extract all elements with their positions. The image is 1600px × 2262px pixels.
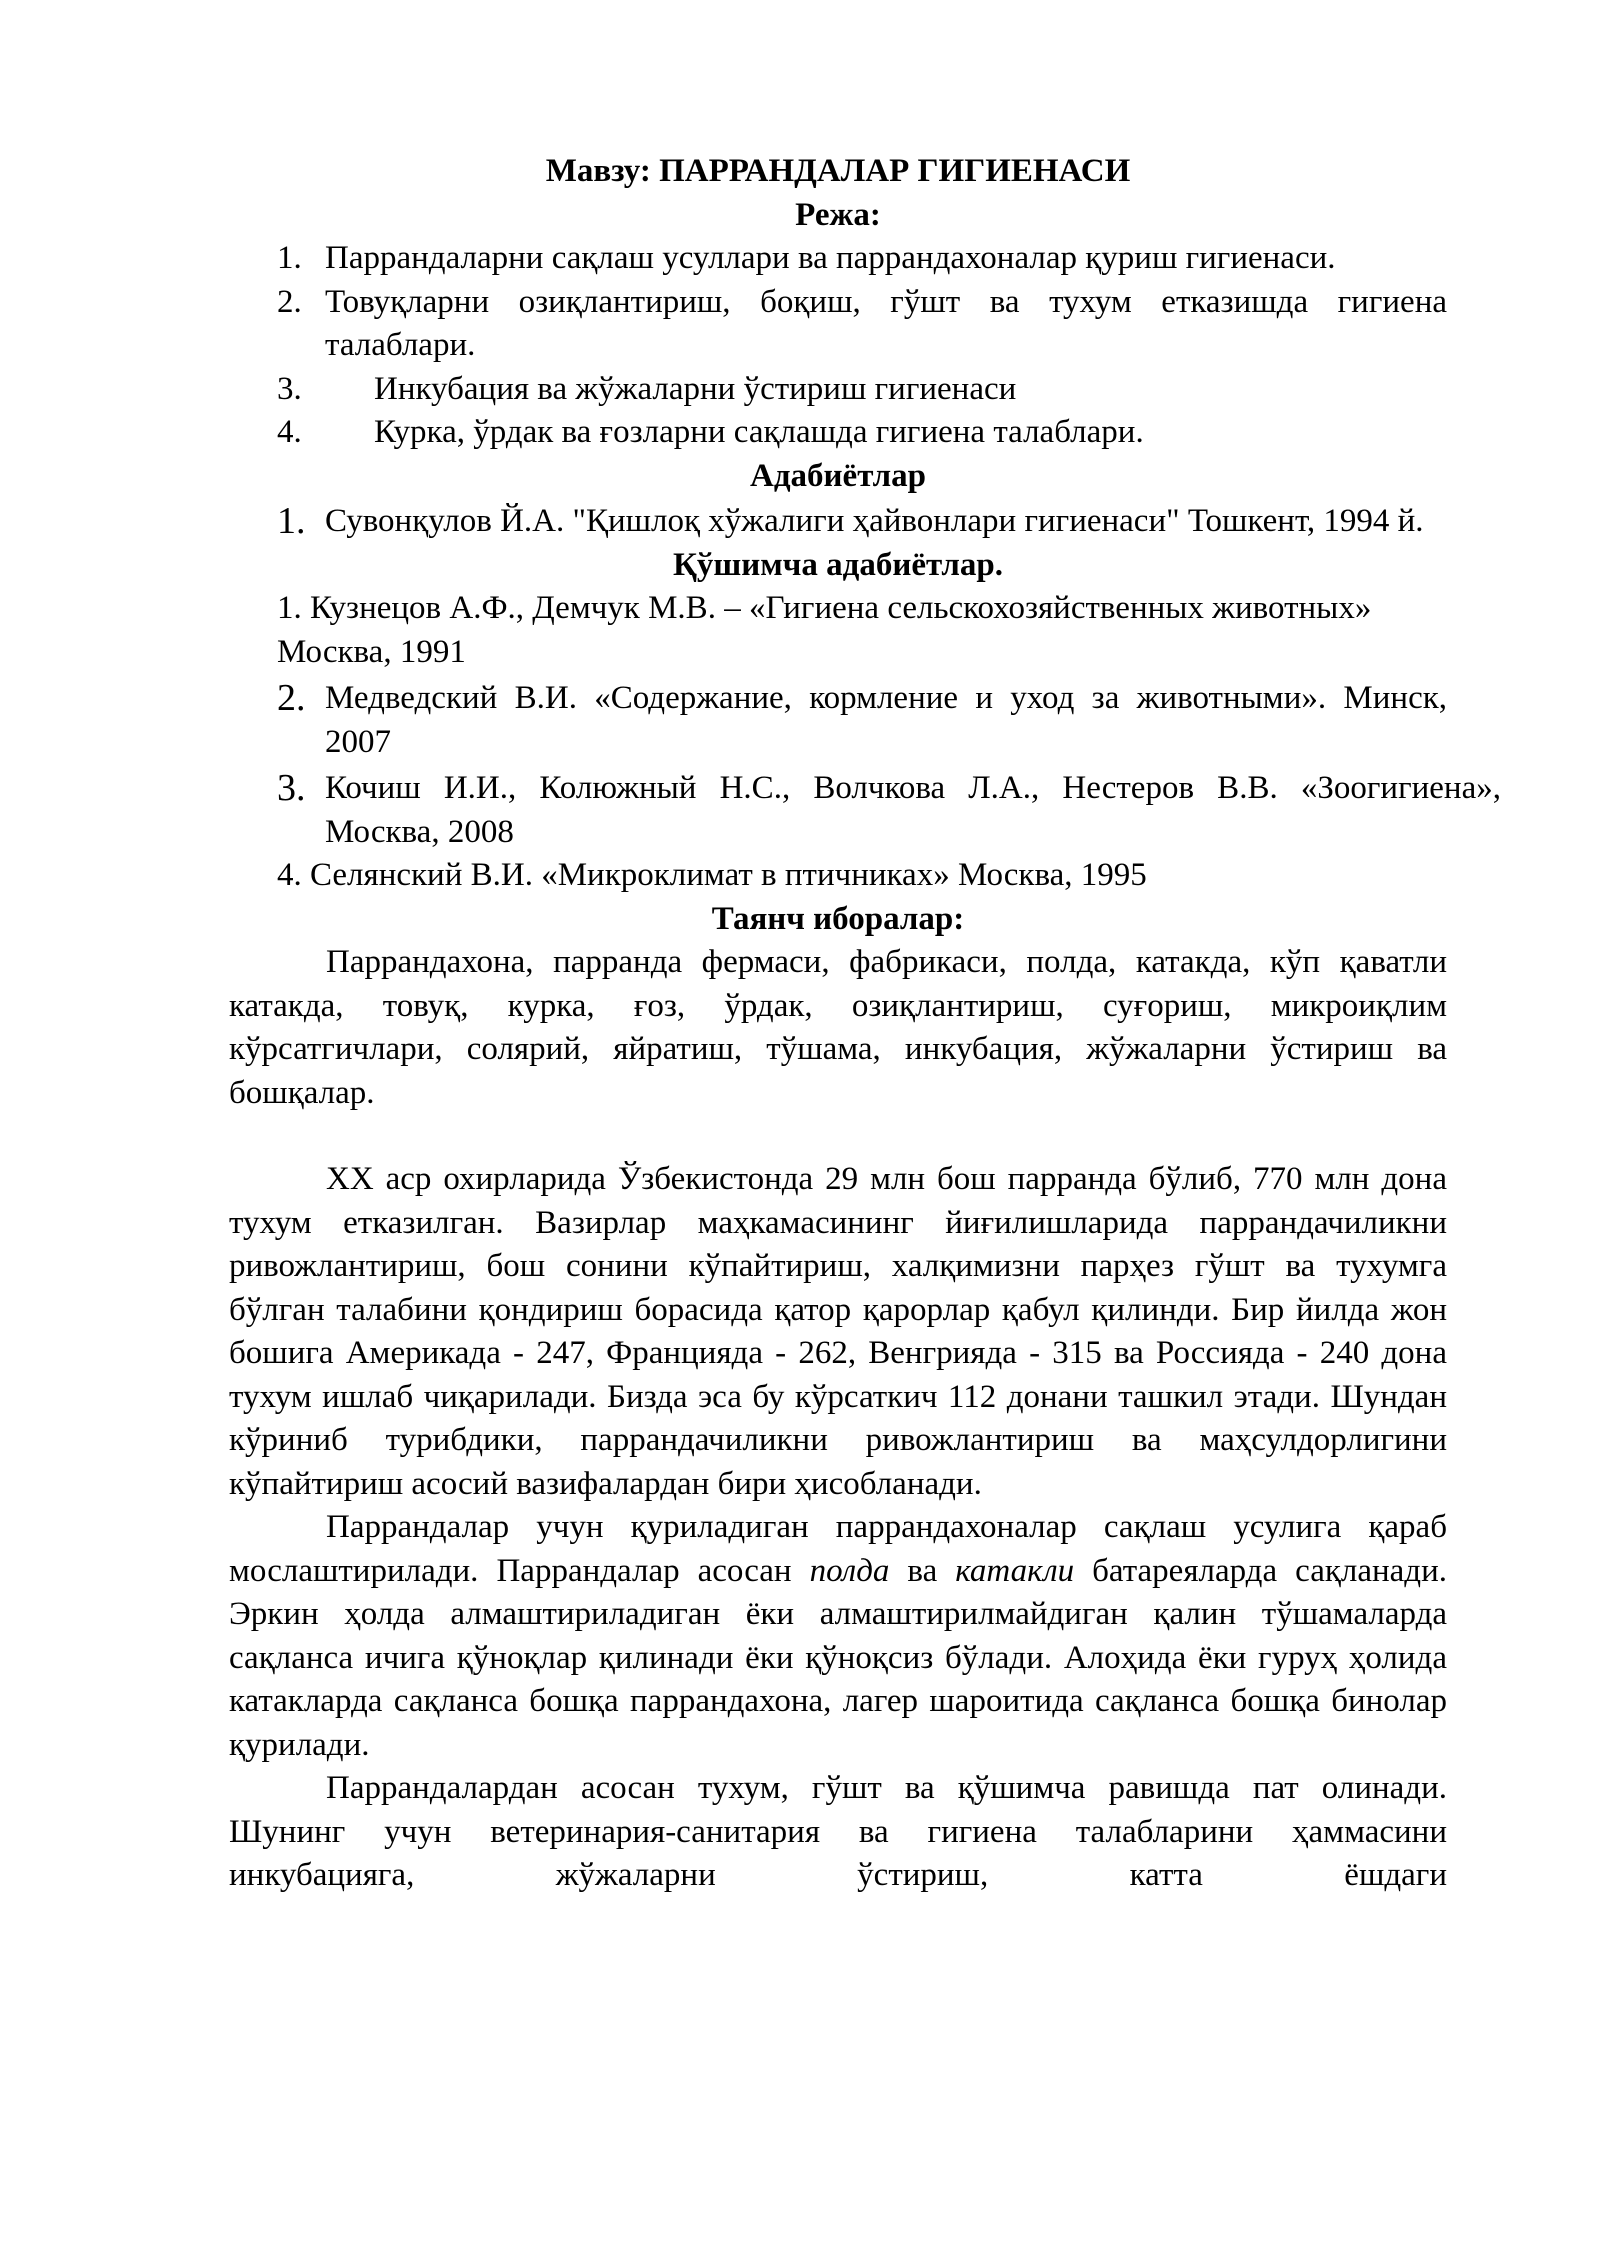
plan-heading: Режа: — [795, 196, 881, 233]
additional-literature-item — [229, 767, 1501, 854]
plan-item-text: Инкубация ва жўжаларни ўстириш гигиенаси — [374, 370, 1017, 407]
plan-list — [229, 237, 1447, 455]
additional-literature-item-number: 4. — [277, 857, 302, 893]
paragraph-text: Паррандалар учун қуриладиган паррандахоналар сақлаш усулига қараб мослаштирилади. Паррандалар асосан — [229, 1509, 1447, 1589]
additional-literature-item-text: Селянский В.И. «Микроклимат в птичниках» Москва, 1995 — [310, 857, 1147, 893]
additional-literature-heading: Қўшимча адабиётлар. — [673, 546, 1003, 583]
plan-item-number: 2. — [277, 283, 302, 320]
additional-literature-item — [229, 587, 1447, 674]
literature-heading: Адабиётлар — [750, 457, 926, 494]
plan-item — [229, 368, 1447, 412]
body-paragraph-1: XX аср охирларида Ўзбекистонда 29 млн бош парранда бўлиб, 770 млн дона тухум етказилган. Вазирлар маҳкамасининг йиғилишларида паррандачиликни ривожлантириш, бош сонини кўпайтириш, халқимизни парҳез гўшт ва тухумга бўлган талабини қондириш борасида қатор қарорлар қабул қилинди. Бир йилда жон бошига Америкада - 247, Францияда - 262, Венгрияда - 315 ва Россияда - 240 дона тухум ишлаб чиқарилади. Бизда эса бу кўрсаткич 112 донани ташкил этади. Шундан кўриниб турибдики, паррандачиликни ривожлантириш ва маҳсулдорлигини кўпайтириш асосий вазифалардан бири ҳисобланади. — [229, 1161, 1447, 1502]
emphasis-text: полда — [809, 1552, 890, 1589]
additional-literature-item-number: 2. — [277, 677, 306, 719]
plan-item-number: 4. — [277, 414, 302, 450]
plan-item-number: 1. — [277, 240, 302, 276]
document-body — [229, 150, 1501, 1898]
plan-item — [229, 281, 1447, 368]
plan-item-text: Паррандаларни сақлаш усуллари ва паррандахоналар қуриш гигиенаси. — [325, 240, 1336, 276]
body-paragraph-3: Паррандалардан асосан тухум, гўшт ва қўшимча равишда пат олинади. Шунинг учун ветеринария-санитария ва гигиена талабларини ҳаммасини инкубацияга, жўжаларни ўстириш, катта ёшдаги — [229, 1770, 1447, 1893]
document-title: Мавзу: ПАРРАНДАЛАР ГИГИЕНАСИ — [545, 153, 1131, 189]
additional-literature-item-text: Медведский В.И. «Содержание, кормление и уход за животными». Минск, 2007 — [325, 680, 1447, 760]
additional-literature-item — [229, 854, 1447, 898]
additional-literature-list — [229, 587, 1501, 898]
body-paragraph-2 — [229, 1506, 1447, 1767]
plan-item-text: Товуқларни озиқлантириш, боқиш, гўшт ва тухум етказишда гигиена талаблари. — [325, 283, 1447, 363]
emphasis-text: катакли — [955, 1552, 1075, 1589]
paragraph-text: ва — [889, 1552, 956, 1589]
literature-item — [229, 500, 1447, 544]
additional-literature-item-number: 1. — [277, 590, 302, 626]
plan-item — [229, 411, 1447, 455]
literature-item-text: Сувонқулов Й.А. "Қишлоқ хўжалиги ҳайвонлари гигиенаси" Тошкент, 1994 й. — [325, 503, 1424, 539]
literature-list — [229, 500, 1447, 544]
paragraph-text: батареяларда сақланади. Эркин ҳолда алмаштириладиган ёки алмаштирилмайдиган қалин тўшамаларда сақланса ичига қўноқлар қилинади ёки қўноқсиз бўлади. Алоҳида ёки гуруҳ ҳолида катакларда сақланса бошқа паррандахона, лагер шароитида сақланса бошқа бинолар қурилади. — [229, 1552, 1447, 1763]
literature-item-number: 1. — [277, 500, 306, 542]
additional-literature-item — [229, 677, 1447, 764]
additional-literature-item-text: Кузнецов А.Ф., Демчук М.В. – «Гигиена сельскохозяйственных животных» Москва, 1991 — [277, 590, 1372, 670]
plan-item — [229, 237, 1447, 281]
additional-literature-item-text: Кочиш И.И., Колюжный Н.С., Волчкова Л.А., Нестеров В.В. «Зоогигиена», Москва, 2008 — [325, 770, 1501, 850]
paragraph-gap — [229, 1115, 1447, 1158]
keywords-paragraph: Паррандахона, парранда фермаси, фабрикаси, полда, катакда, кўп қаватли катакда, товуқ, курка, ғоз, ўрдак, озиқлантириш, суғориш, микроиқлим кўрсатгичлари, солярий, яйратиш, тўшама, инкубация, жўжаларни ўстириш ва бошқалар. — [229, 944, 1447, 1111]
additional-literature-item-number: 3. — [277, 767, 306, 809]
keywords-heading: Таянч иборалар: — [711, 900, 965, 937]
plan-item-text: Курка, ўрдак ва ғозларни сақлашда гигиена талаблари. — [374, 414, 1144, 450]
plan-item-number: 3. — [277, 370, 302, 407]
